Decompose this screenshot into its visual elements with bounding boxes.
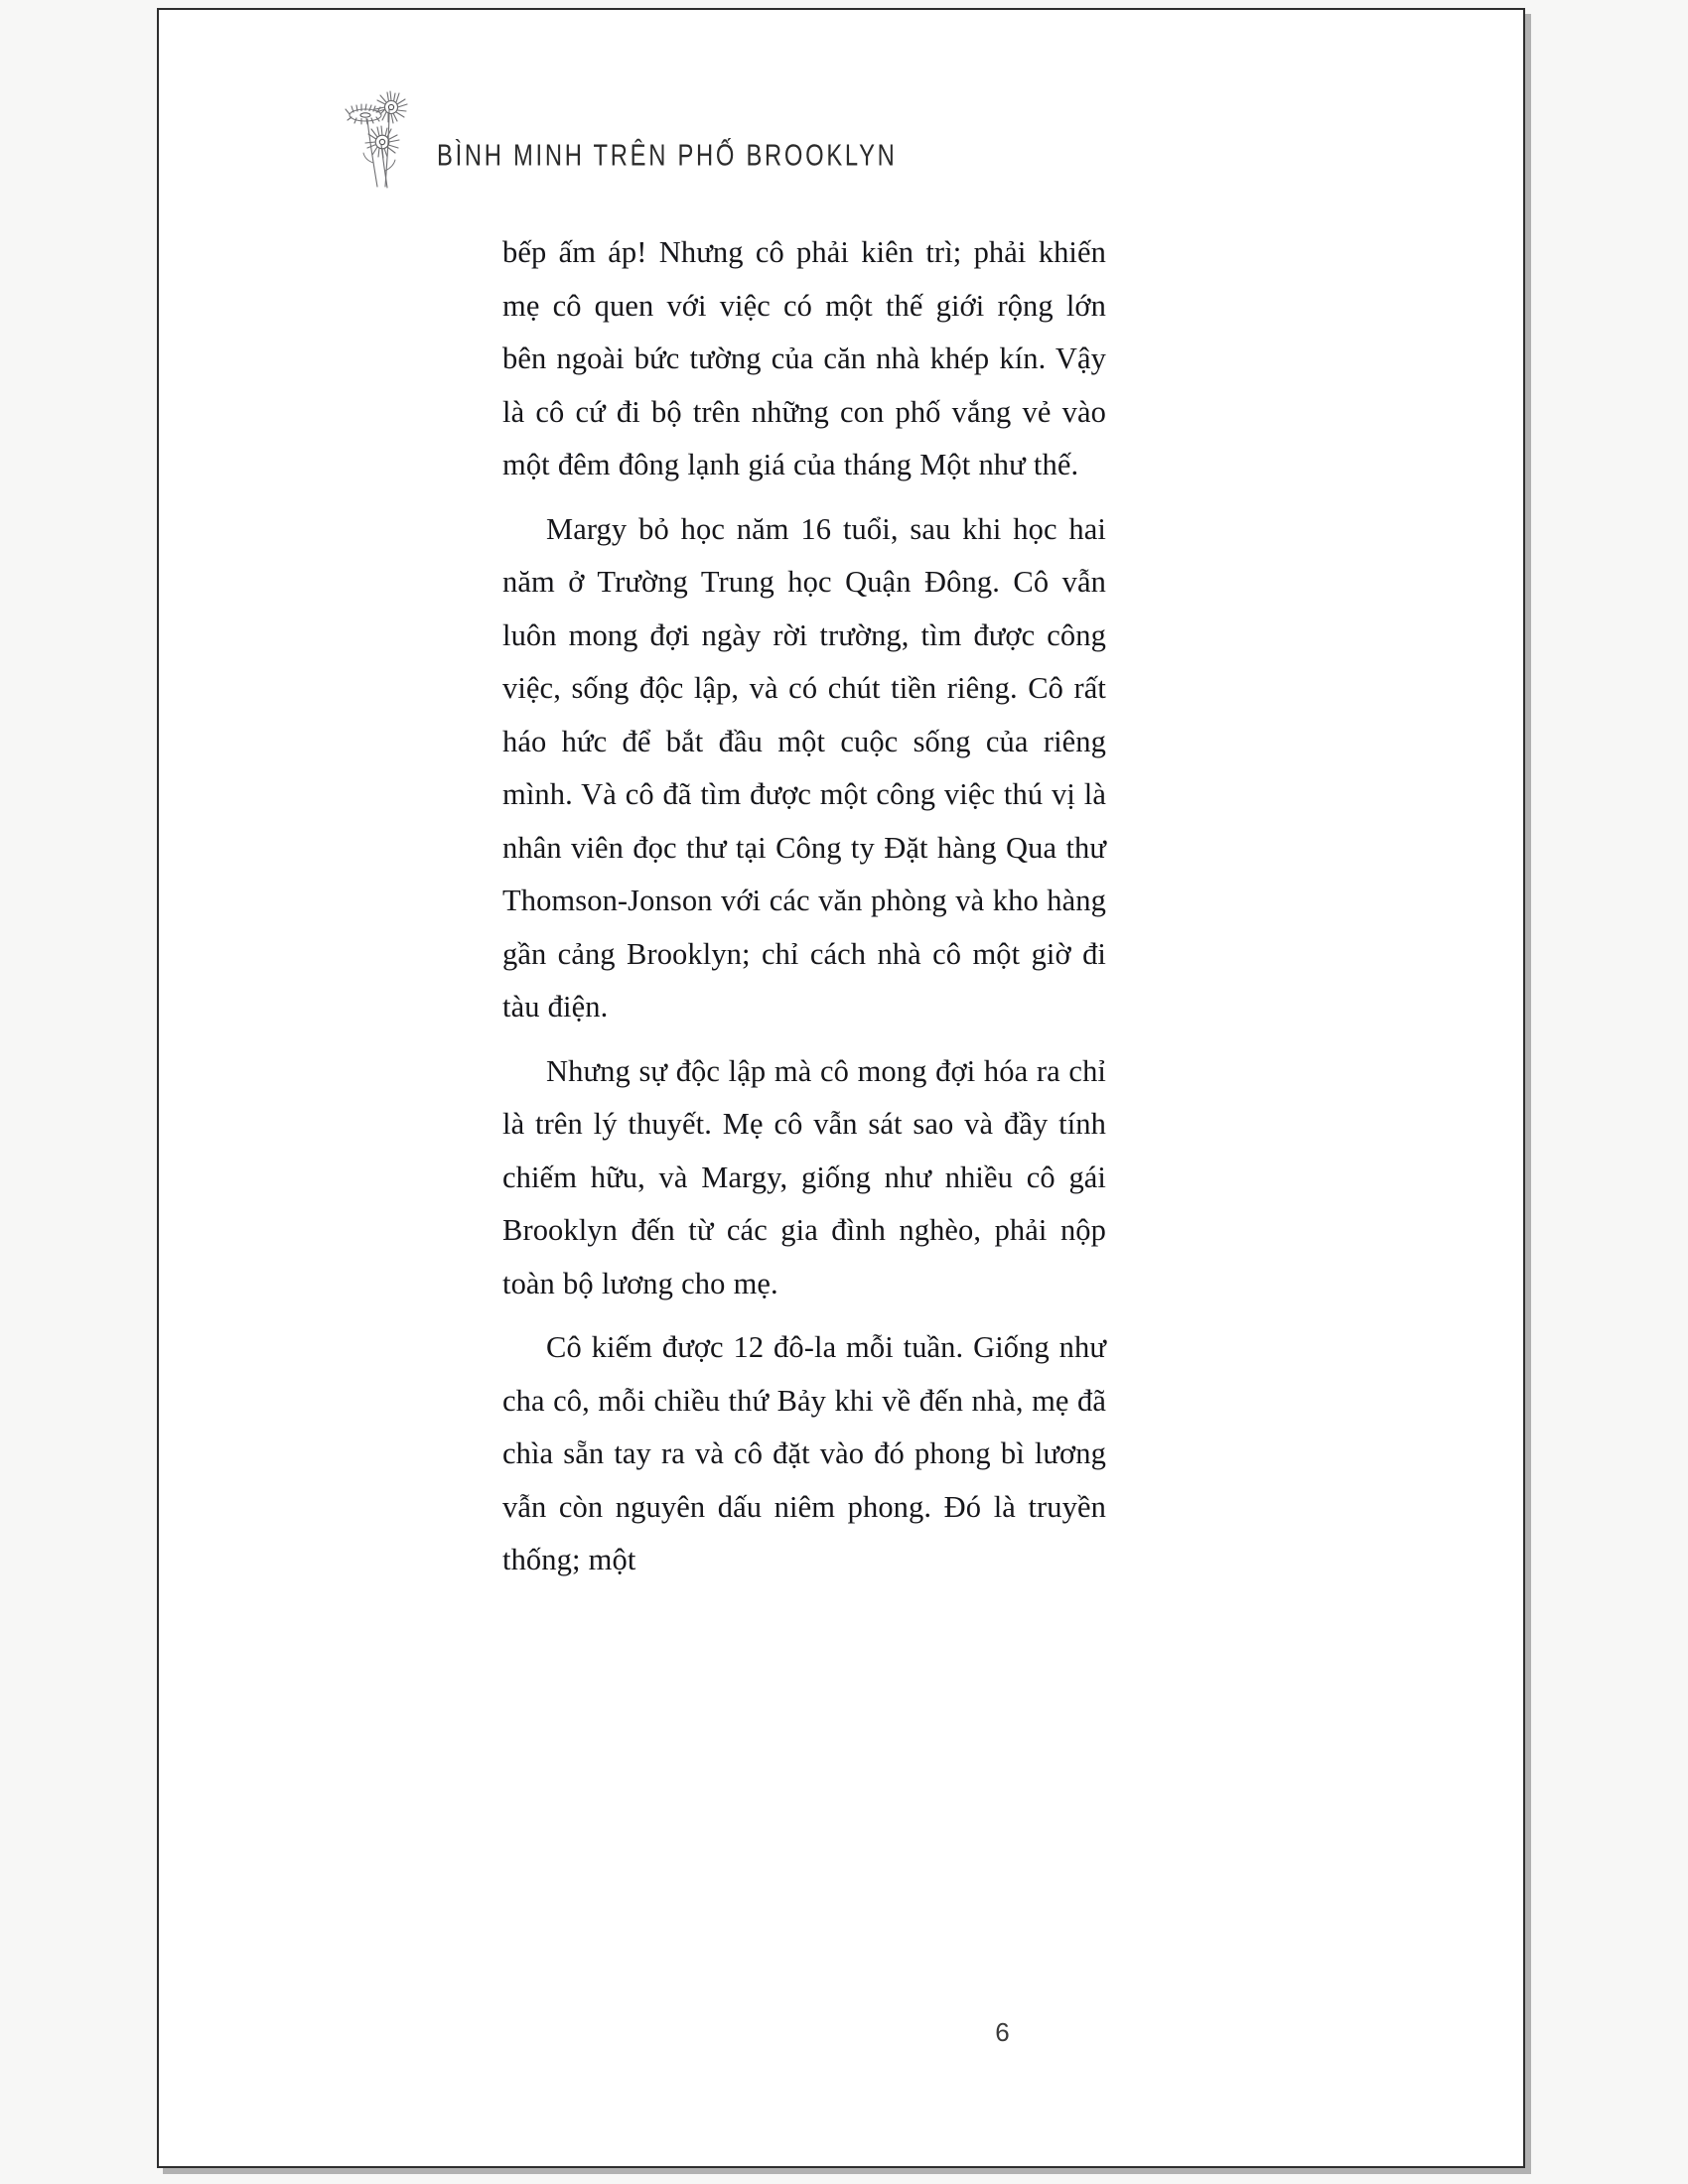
paragraph: Margy bỏ học năm 16 tuổi, sau khi học hai năm ở Trường Trung học Quận Đông. Cô vẫn luôn mong đợi ngày rời trường, tìm được công việc, sống độc lập, và có chút tiền riêng. Cô rất háo hức để bắt đầu một cuộc sống của riêng mình. Và cô đã tìm được một công việc thú vị là nhân viên đọc thư tại Công ty Đặt hàng Qua thư Thomson-Jonson với các văn phòng và kho hàng gần cảng Brooklyn; chỉ cách nhà cô một giờ đi tàu điện. <box>502 511 1106 1024</box>
running-header <box>338 79 960 189</box>
paragraph: Nhưng sự độc lập mà cô mong đợi hóa ra chỉ là trên lý thuyết. Mẹ cô vẫn sát sao và đầy tính chiếm hữu, và Margy, giống như nhiều cô gái Brooklyn đến từ các gia đình nghèo, phải nộp toàn bộ lương cho mẹ. <box>502 1053 1106 1300</box>
body-text-column <box>502 226 1106 1587</box>
running-header-title: BÌNH MINH TRÊN PHỐ BROOKLYN <box>437 138 898 173</box>
paragraph: Cô kiếm được 12 đô-la mỗi tuần. Giống như cha cô, mỗi chiều thứ Bảy khi về đến nhà, mẹ đã chìa sẵn tay ra và cô đặt vào đó phong bì lương vẫn còn nguyên dấu niêm phong. Đó là truyền thống; một <box>502 1330 1106 1576</box>
book-page-sheet <box>157 8 1525 2168</box>
paragraph: bếp ấm áp! Nhưng cô phải kiên trì; phải khiến mẹ cô quen với việc có một thế giới rộng lớn bên ngoài bức tường của căn nhà khép kín. Vậy là cô cứ đi bộ trên những con phố vắng vẻ vào một đêm đông lạnh giá của tháng Một như thế. <box>502 235 1106 481</box>
flower-sketch-icon <box>338 79 423 189</box>
page-number: 6 <box>995 2017 1011 2047</box>
